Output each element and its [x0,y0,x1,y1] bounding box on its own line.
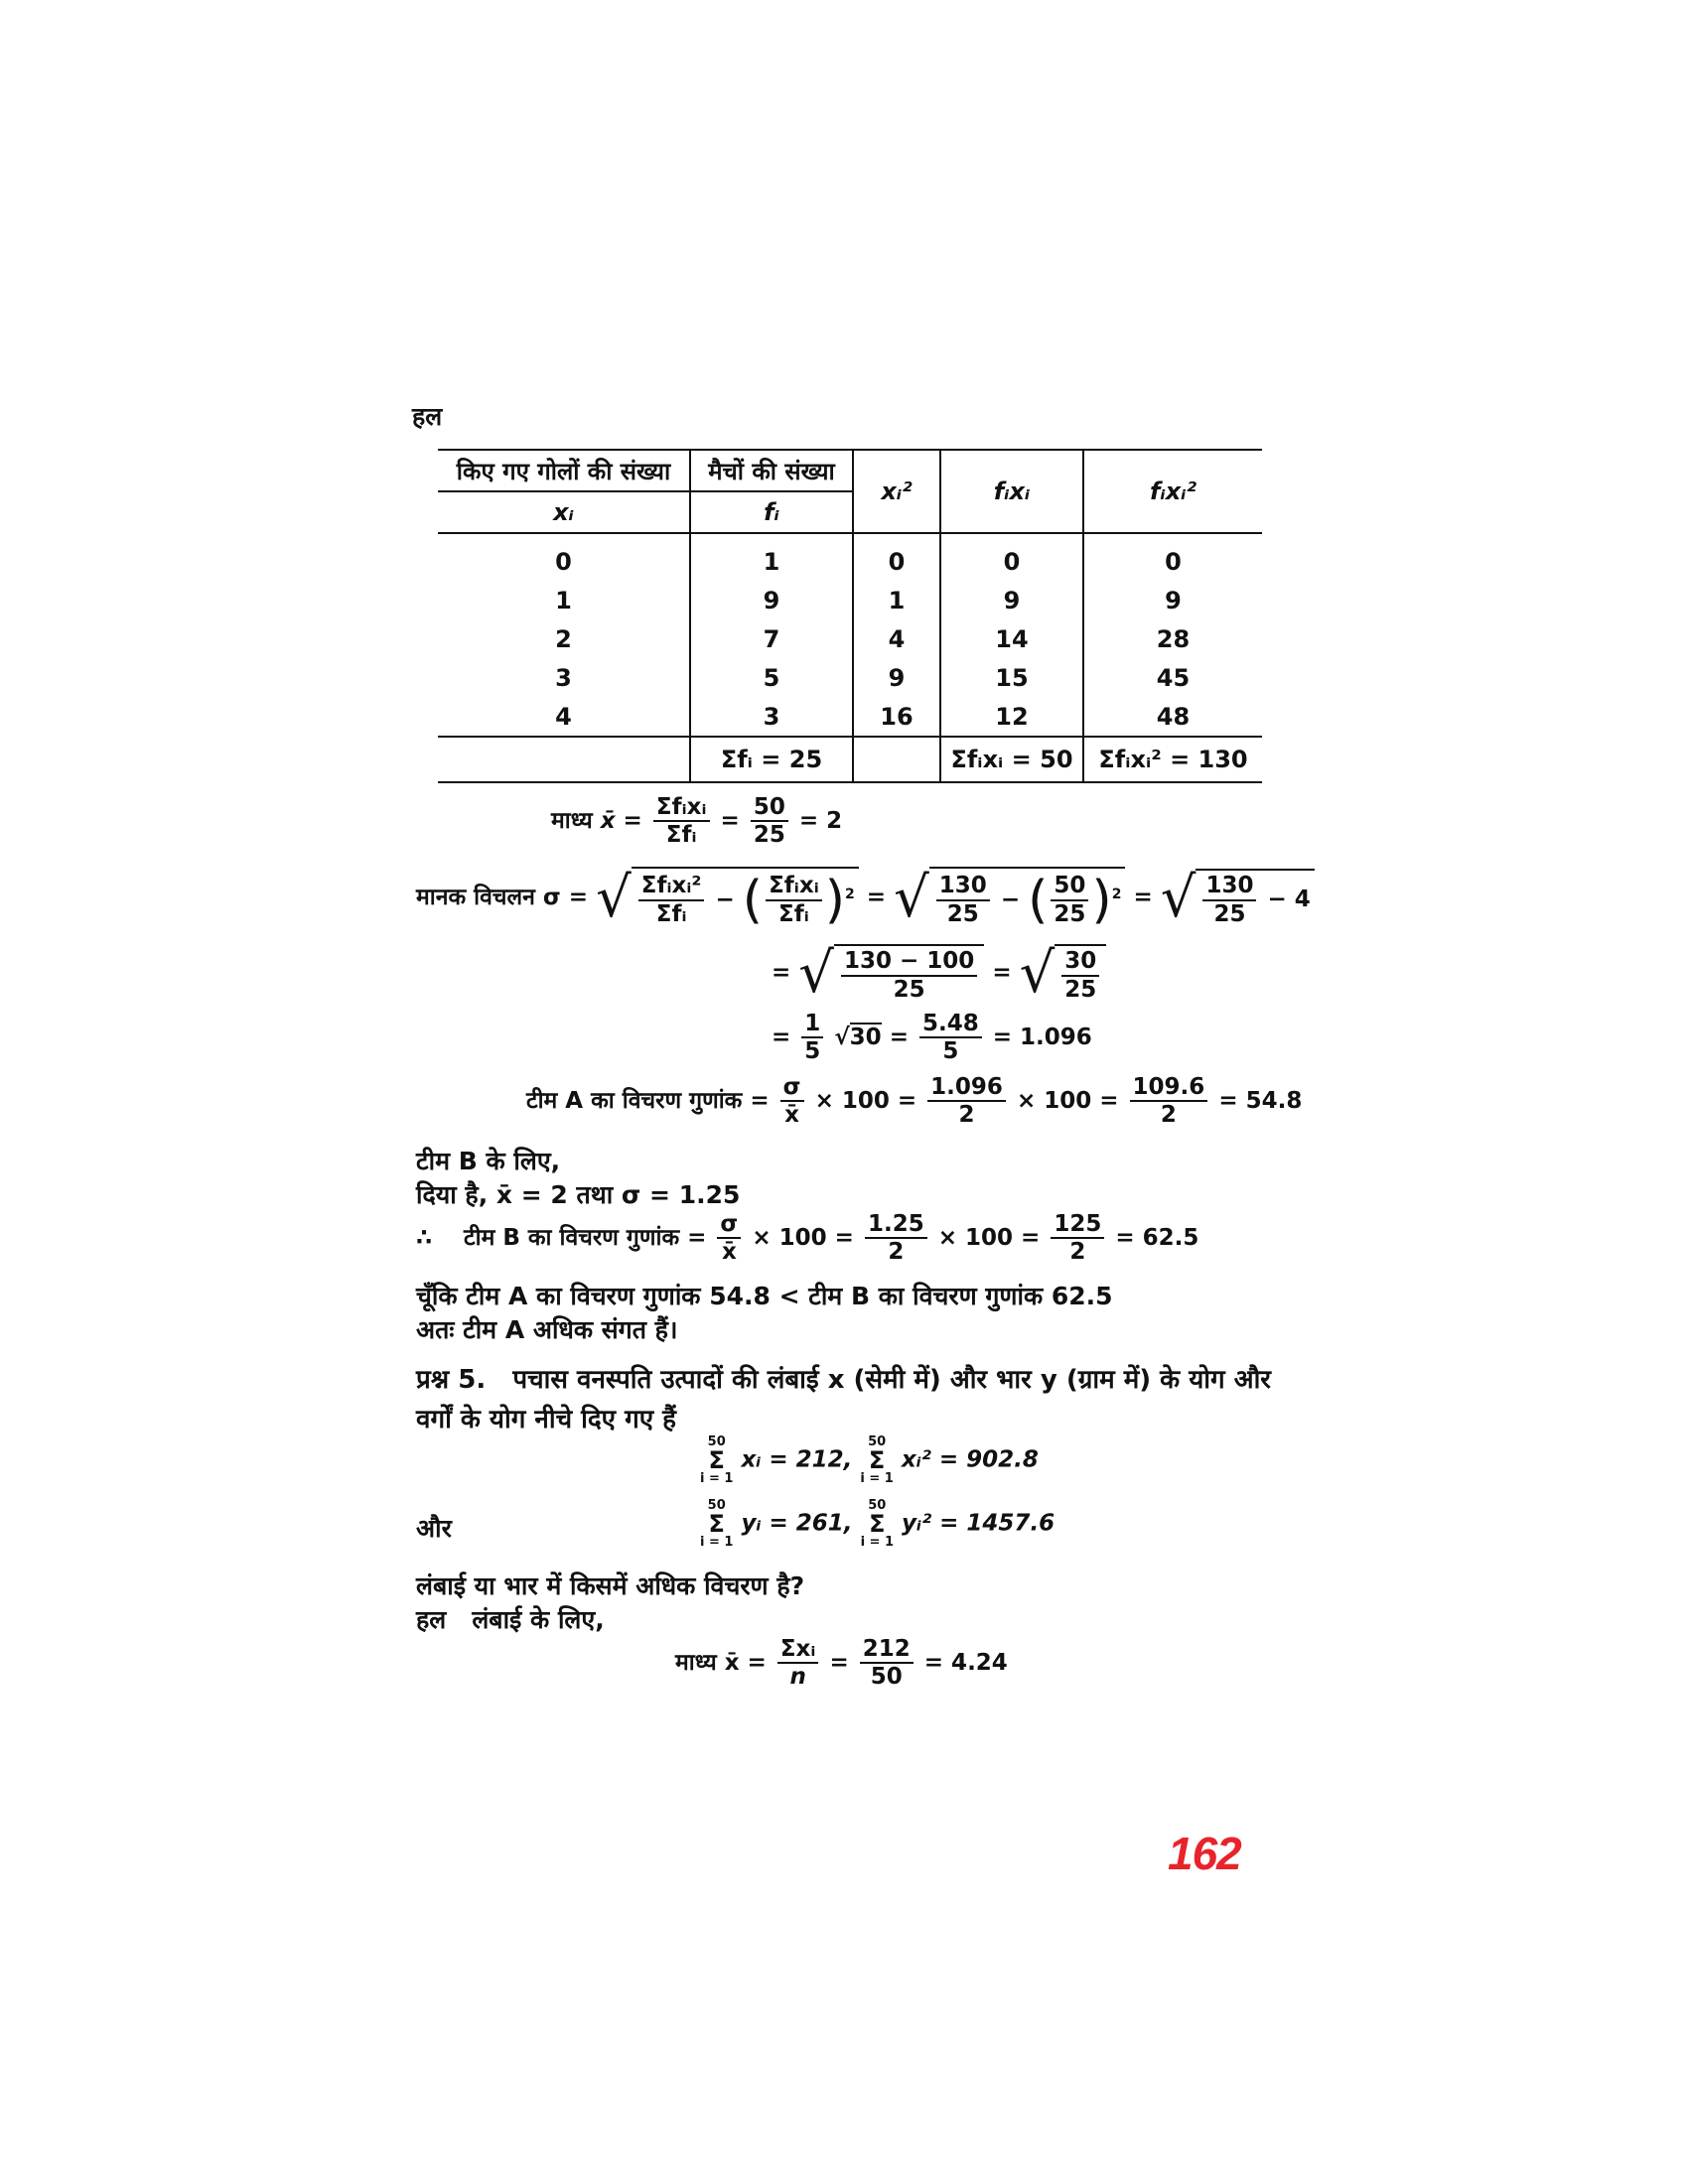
sum-y-equations: 50 Σ i = 1 yᵢ = 261, 50 Σ i = 1 yᵢ² = 1457.6 [700,1498,1055,1550]
cell-x: 0 [438,533,690,581]
cell-f: 3 [690,697,853,737]
cell-x2: 1 [853,581,940,619]
sd-radical: √ $\frac{\text{Σfᵢxᵢ²}}{\text{Σfᵢ}}$ − ( $\frac{\text{Σfᵢxᵢ}}{\text{Σfᵢ}}$ )$^2$ [596,866,859,930]
sum-x-equations: 50 Σ i = 1 xᵢ = 212, 50 Σ i = 1 xᵢ² = 902.8 [700,1434,1039,1486]
cell-fx: 14 [940,619,1083,658]
solution-heading: हल [412,402,443,431]
cv-b-result: = 62.5 [1115,1224,1199,1251]
cell-x: 2 [438,619,690,658]
cv-team-a: टीम A का विचरण गुणांक = $\frac{\sigma}{x̄}$ × 100 = $\frac{1.096}{2}$ × 100 = $\frac{109.6}{2}$ = 54.8 [526,1074,1303,1129]
table-row [438,619,1262,658]
sd-radical-numeric: √ $\frac{130}{25}$ − ( $\frac{50}{25}$ )$^2$ [894,866,1125,930]
cell-x: 1 [438,581,690,619]
table-row [438,581,1262,619]
cell-fx2: 48 [1156,702,1191,731]
cell-fx: 15 [940,658,1083,697]
mean-lhs: x̄ = [600,807,642,834]
table-row [438,697,1262,737]
cell-x: 3 [438,658,690,697]
frequency-table [438,449,1262,783]
cell-x2: 4 [853,619,940,658]
and-label: और [416,1514,452,1543]
cell-x2: 16 [853,697,940,737]
sd-radical-2: √ $\frac{130 - 100}{25}$ [798,941,984,1006]
cell-f: 7 [690,619,853,658]
sigma-icon: 50 Σ i = 1 [700,1498,734,1550]
sd-label: मानक विचलन σ = [416,885,589,910]
cell-f: 9 [690,581,853,619]
total-sum-f: Σfᵢ = 25 [690,737,853,782]
header-fx-squared: fᵢxᵢ² [1150,478,1196,505]
header-xi: xᵢ [438,491,690,533]
total-blank [853,737,940,782]
mean-equation: माध्य x̄ = $\frac{\text{Σfᵢxᵢ}}{\text{Σfᵢ}}$ = $\frac{50}{25}$ = 2 [551,794,843,849]
cell-fx: 0 [940,533,1083,581]
cv-team-b: ∴ टीम B का विचरण गुणांक = $\frac{\sigma}{x̄}$ × 100 = $\frac{1.25}{2}$ × 100 = $\frac{125}{2}$ = 62.5 [416,1211,1199,1266]
table-total-row [438,737,1262,782]
solution-5-mean: माध्य x̄ = $\frac{\text{Σxᵢ}}{n}$ = $\frac{212}{50}$ = 4.24 [675,1636,1008,1691]
question-5-ask: लंबाई या भार में किसमें अधिक विचरण है? [416,1571,805,1600]
sd-equation-line1: मानक विचलन σ = √ $\frac{\text{Σfᵢxᵢ²}}{\text{Σfᵢ}}$ − ( $\frac{\text{Σfᵢxᵢ}}{\text{Σfᵢ}}$ )$^2$ = √ $\frac{130}{25}$ − ( $\frac{50}{25}$ )$^2$ = √ $\frac{130}{25}$ − 4 [416,866,1315,930]
cell-fx2: 0 [1165,547,1182,576]
table-row [438,533,1262,581]
mean-result: = 2 [798,807,843,834]
team-b-given: दिया है, x̄ = 2 तथा σ = 1.25 [416,1180,741,1209]
cv-a-result: = 54.8 [1218,1087,1303,1114]
header-goals: किए गए गोलों की संख्या [438,450,690,491]
table-row [438,658,1262,697]
cell-x: 4 [438,697,690,737]
cell-f: 5 [690,658,853,697]
mean-value-fraction: $\frac{50}{25}$ [751,794,788,849]
header-matches: मैचों की संख्या [690,450,853,491]
cell-fx: 9 [940,581,1083,619]
cell-f: 1 [690,533,853,581]
mean-label: माध्य [551,807,593,834]
question-5-line2: वर्गों के योग नीचे दिए गए हैं [416,1405,676,1434]
header-fi: fᵢ [690,491,853,533]
sigma-icon: 50 Σ i = 1 [860,1434,894,1486]
sd-equation-line2: = √ $\frac{130 - 100}{25}$ = √ $\frac{30}{25}$ [772,941,1106,1006]
cell-x2: 0 [853,533,940,581]
sd-radical-3: √ $\frac{30}{25}$ [1020,941,1107,1006]
cell-x2: 9 [853,658,940,697]
solution-5-intro: हल लंबाई के लिए, [416,1605,605,1634]
total-sum-fx: Σfᵢxᵢ = 50 [940,737,1083,782]
cell-fx2: 9 [1165,586,1182,614]
cell-fx2: 45 [1156,663,1191,692]
sigma-icon: 50 Σ i = 1 [860,1498,895,1550]
team-b-heading: टीम B के लिए, [416,1147,561,1175]
conclusion-line2: अतः टीम A अधिक संगत हैं। [416,1315,678,1344]
header-fx: fᵢxᵢ [940,450,1083,533]
cell-fx2: 28 [1156,624,1191,653]
cell-fx: 12 [940,697,1083,737]
solution-5-mean-result: = 4.24 [923,1649,1008,1676]
table-header-row [438,450,1262,491]
page-number: 162 [1168,1828,1241,1879]
sd-result: = 1.096 [992,1024,1092,1050]
sigma-icon: 50 Σ i = 1 [700,1434,734,1486]
mean-fraction: $\frac{\text{Σfᵢxᵢ}}{\text{Σfᵢ}}$ [653,794,710,849]
question-5-line1 [416,1360,1271,1396]
sd-radical-simplified: √ $\frac{130}{25}$ − 4 [1161,866,1315,930]
header-x-squared: xᵢ² [853,450,940,533]
sd-equation-line3: = $\frac{1}{5}$ √30 = $\frac{5.48}{5}$ = 1.096 [772,1011,1092,1065]
question-5-label: प्रश्न 5. [416,1365,487,1395]
question-5-text: पचास वनस्पति उत्पादों की लंबाई x (सेमी में) और भार y (ग्राम में) के योग और [512,1365,1271,1395]
total-sum-fx2: Σfᵢxᵢ² = 130 [1098,746,1248,773]
conclusion-line1: चूँकि टीम A का विचरण गुणांक 54.8 < टीम B का विचरण गुणांक 62.5 [416,1282,1113,1310]
total-blank [438,737,690,782]
